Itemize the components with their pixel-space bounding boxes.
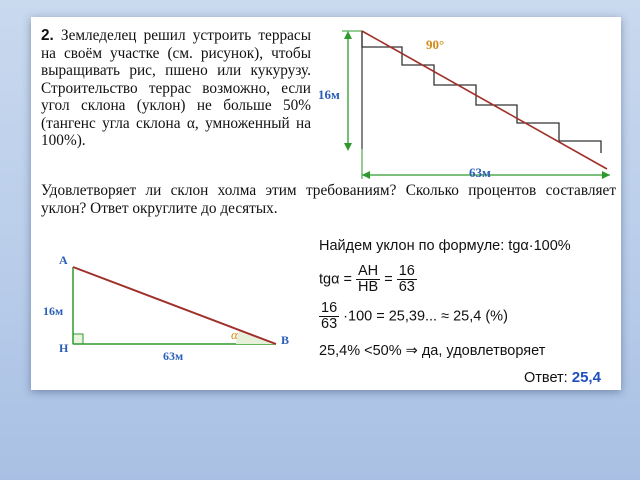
task-card	[31, 17, 621, 390]
arrow-up-icon	[344, 31, 352, 39]
problem-number: 2.	[41, 27, 54, 44]
calc-fraction	[319, 301, 339, 332]
ratio-numerator: AH	[358, 263, 379, 279]
triangle-figure	[31, 232, 306, 382]
arrow-left-icon	[362, 171, 370, 179]
angle-alpha-label: α	[231, 327, 238, 342]
calculation-line	[319, 301, 508, 332]
hypotenuse-ab	[73, 267, 276, 344]
answer-line	[524, 369, 601, 386]
tg-lhs: tgα =	[319, 271, 352, 288]
vertex-h-label: H	[59, 341, 69, 355]
problem-text	[41, 27, 311, 150]
ratio-equals: =	[384, 271, 393, 288]
conclusion-line: 25,4% <50% ⇒ да, удовлетворяет	[319, 343, 546, 359]
triangle-base-label: 63м	[163, 349, 184, 363]
calc-rest: ·100 = 25,39... ≈ 25,4 (%)	[343, 308, 508, 325]
calc-denominator: 63	[321, 316, 338, 332]
value-denominator: 63	[398, 279, 415, 295]
question-text: Удовлетворяет ли склон холма этим требованиям? Сколько процентов составляет уклон? Ответ округлите до десятых.	[41, 182, 616, 217]
problem-statement: Земледелец решил устроить террасы на своём участке (см. рисунок), чтобы выращивать рис, пшено или кукурузу. Строительство террас возможно, если угол склона (уклон) не больше 50% (тангенс угла склона α, умноженный на 100%).	[41, 27, 311, 149]
vertex-b-label: B	[281, 333, 290, 347]
right-angle-marker	[73, 334, 83, 344]
ratio-fraction	[356, 264, 380, 295]
terrace-width-label-wrap	[461, 164, 521, 182]
value-fraction	[397, 264, 417, 295]
answer-label: Ответ:	[524, 370, 568, 386]
terrace-width-label: 63м	[469, 165, 491, 180]
slope-line	[362, 31, 607, 169]
ratio-line	[319, 264, 417, 295]
arrow-down-icon	[344, 143, 352, 151]
terrace-figure	[314, 19, 619, 179]
terrace-steps	[362, 31, 601, 153]
calc-numerator: 16	[321, 300, 338, 316]
terrace-height-label: 16м	[318, 87, 340, 102]
answer-value: 25,4	[571, 369, 601, 386]
arrow-right-icon	[602, 171, 610, 179]
triangle-height-label: 16м	[43, 304, 64, 318]
right-angle-label: 90°	[426, 37, 445, 52]
formula-line: Найдем уклон по формуле: tgα·100%	[319, 238, 571, 254]
vertex-a-label: A	[59, 253, 68, 267]
ratio-denominator: HB	[358, 279, 379, 295]
value-numerator: 16	[398, 263, 415, 279]
